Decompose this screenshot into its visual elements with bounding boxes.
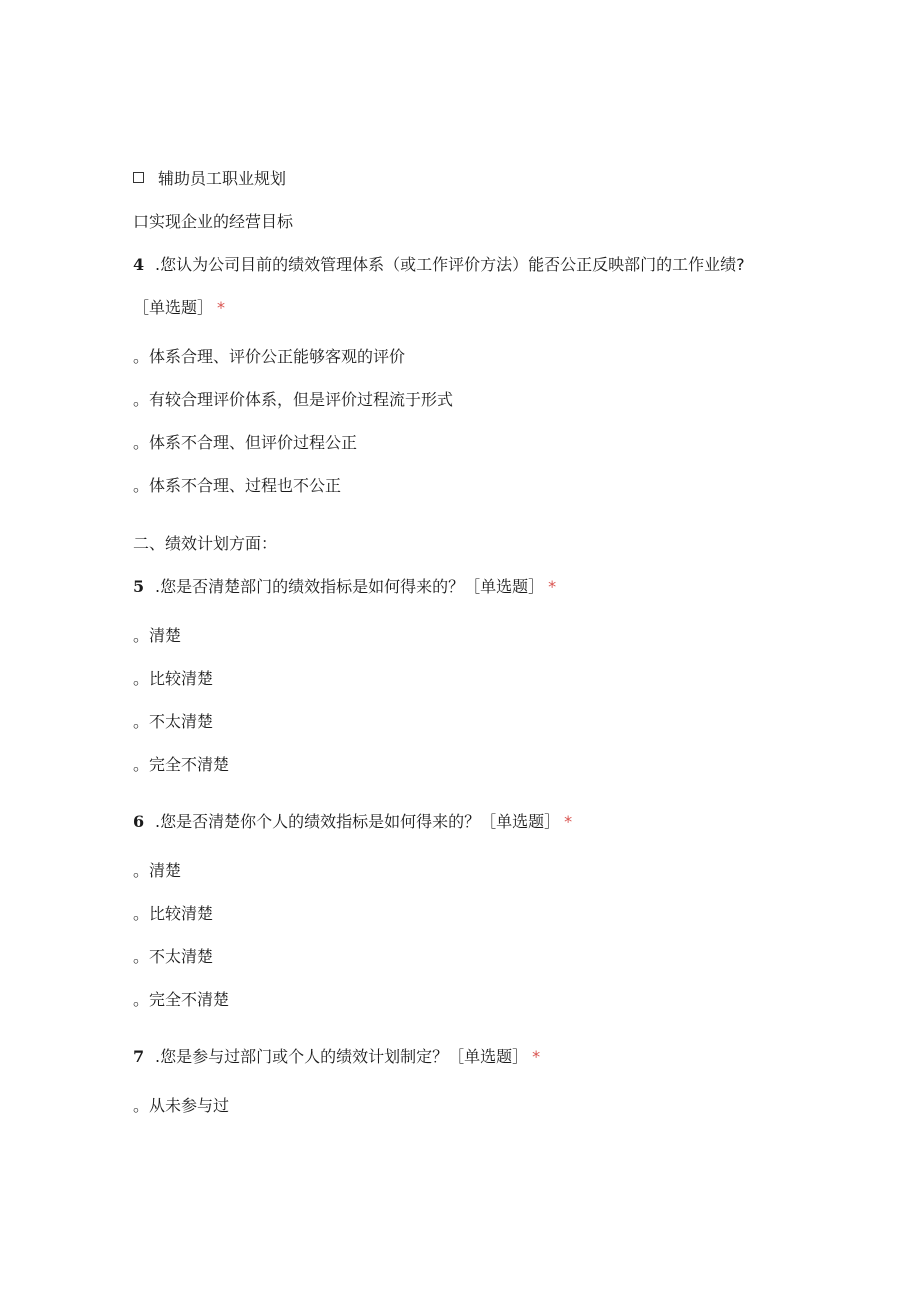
option-label: 。清楚 [133, 626, 182, 645]
radio-option[interactable] [133, 903, 213, 925]
option-label: 。体系不合理、过程也不公正 [133, 476, 342, 495]
radio-option[interactable] [133, 754, 229, 776]
radio-option[interactable] [133, 1095, 229, 1117]
option-label: 。比较清楚 [133, 904, 214, 923]
option-label: 辅助员工职业规划 [158, 169, 287, 188]
option-label: 口实现企业的经营目标 [133, 212, 294, 231]
question-type: ［单选题］ [133, 298, 214, 317]
radio-option[interactable] [133, 389, 453, 411]
radio-option[interactable] [133, 946, 213, 968]
option-label: 。清楚 [133, 861, 182, 880]
question-number: 7 [133, 1047, 145, 1066]
question-number: 5 [133, 577, 145, 596]
option-label: 。不太清楚 [133, 712, 214, 731]
radio-option[interactable] [133, 711, 213, 733]
question-4-title [133, 254, 745, 276]
radio-option[interactable] [133, 475, 341, 497]
question-number: 4 [133, 255, 145, 274]
option-label: 。不太清楚 [133, 947, 214, 966]
radio-option[interactable] [133, 989, 229, 1011]
required-mark: * [564, 812, 573, 831]
question-7-title [133, 1046, 540, 1068]
section-heading: 二、绩效计划方面： [133, 534, 278, 553]
option-label: 。体系不合理、但评价过程公正 [133, 433, 358, 452]
question-6-title [133, 811, 572, 833]
option-label: 。完全不清楚 [133, 990, 230, 1009]
option-label: 。体系合理、评价公正能够客观的评价 [133, 347, 406, 366]
question-text: .您是否清楚你个人的绩效指标是如何得来的？［单选题］ [155, 812, 561, 831]
option-label: 。完全不清楚 [133, 755, 230, 774]
radio-option[interactable] [133, 860, 181, 882]
radio-option[interactable] [133, 432, 357, 454]
checkbox-icon[interactable] [133, 172, 144, 183]
required-mark: * [548, 577, 557, 596]
option-label: 。从未参与过 [133, 1096, 230, 1115]
radio-option[interactable] [133, 625, 181, 647]
radio-option[interactable] [133, 668, 213, 690]
option-label: 。有较合理评价体系，但是评价过程流于形式 [133, 390, 454, 409]
question-5-title [133, 576, 556, 598]
question-4-type [133, 297, 225, 319]
question-text: .您是否清楚部门的绩效指标是如何得来的？［单选题］ [155, 577, 545, 596]
required-mark: * [532, 1047, 541, 1066]
option-label: 。比较清楚 [133, 669, 214, 688]
required-mark: * [217, 298, 226, 317]
option-career-planning[interactable] [133, 168, 286, 190]
question-text: .您是参与过部门或个人的绩效计划制定？［单选题］ [155, 1047, 529, 1066]
question-number: 6 [133, 812, 145, 831]
option-business-goals[interactable] [133, 211, 293, 233]
question-text: .您认为公司目前的绩效管理体系（或工作评价方法）能否公正反映部门的工作业绩? [155, 255, 745, 274]
radio-option[interactable] [133, 346, 405, 368]
